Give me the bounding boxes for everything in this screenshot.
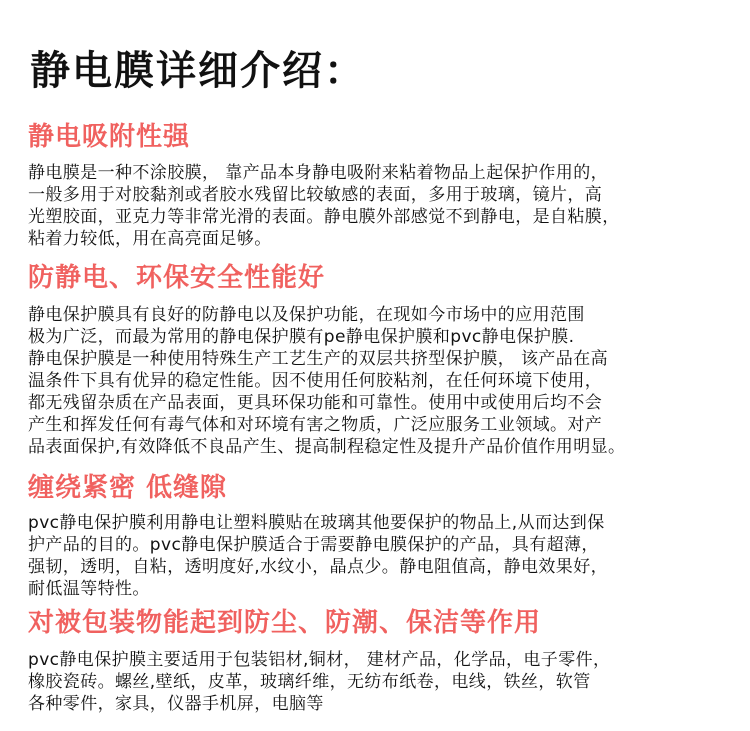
body-line: 都无残留杂质在产品表面，更具环保功能和可靠性。使用中或使用后均不会 [28, 393, 603, 413]
section-body-tight-wrap [28, 512, 740, 600]
section-body-static-adsorption [28, 162, 740, 250]
body-line: 极为广泛，而最为常用的静电保护膜有pe静电保护膜和pvc静电保护膜. [28, 327, 575, 347]
body-line: pvc静电保护膜主要适用于包装铝材,铜材， 建材产品，化学品，电子零件， [28, 650, 611, 670]
section-heading-antistatic-eco: 防静电、环保安全性能好 [28, 263, 326, 293]
section-heading-dustproof: 对被包装物能起到防尘、防潮、保洁等作用 [28, 608, 542, 638]
section-body-antistatic-eco [28, 304, 740, 458]
body-line: 各种零件，家具，仪器手机屏，电脑等 [28, 694, 324, 714]
body-line: 品表面保护,有效降低不良品产生、提高制程稳定性及提升产品价值作用明显。 [28, 437, 626, 457]
section-heading-tight-wrap: 缠绕紧密 低缝隙 [28, 473, 228, 503]
body-line: 护产品的目的。pvc静电保护膜适合于需要静电膜保护的产品，具有超薄， [28, 535, 599, 555]
body-line: 温条件下具有优异的稳定性能。因不使用任何胶粘剂，在任何环境下使用， [28, 371, 603, 391]
body-line: 强韧，透明，自粘，透明度好,水纹小，晶点少。静电阻值高，静电效果好， [28, 557, 609, 577]
page-title: 静电膜详细介绍： [30, 48, 366, 94]
body-line: 耐低温等特性。 [28, 579, 150, 599]
body-line: pvc静电保护膜利用静电让塑料膜贴在玻璃其他要保护的物品上,从而达到保 [28, 513, 605, 533]
body-line: 橡胶瓷砖。螺丝,壁纸，皮革，玻璃纤维，无纺布纸卷，电线，铁丝，软管 [28, 672, 591, 692]
section-heading-static-adsorption: 静电吸附性强 [28, 122, 191, 152]
body-line: 粘着力较低，用在高亮面足够。 [28, 229, 272, 249]
body-line: 静电保护膜是一种使用特殊生产工艺生产的双层共挤型保护膜， 该产品在高 [28, 349, 609, 369]
body-line: 静电膜是一种不涂胶膜， 靠产品本身静电吸附来粘着物品上起保护作用的， [28, 163, 609, 183]
body-line: 一般多用于对胶黏剂或者胶水残留比较敏感的表面，多用于玻璃，镜片，高 [28, 185, 603, 205]
body-line: 静电保护膜具有良好的防静电以及保护功能，在现如今市场中的应用范围 [28, 305, 585, 325]
body-line: 产生和挥发任何有毒气体和对环境有害之物质，广泛应服务工业领域。对产 [28, 415, 603, 435]
section-body-dustproof [28, 649, 740, 715]
body-line: 光塑胶面，亚克力等非常光滑的表面。静电膜外部感觉不到静电，是自粘膜， [28, 207, 620, 227]
